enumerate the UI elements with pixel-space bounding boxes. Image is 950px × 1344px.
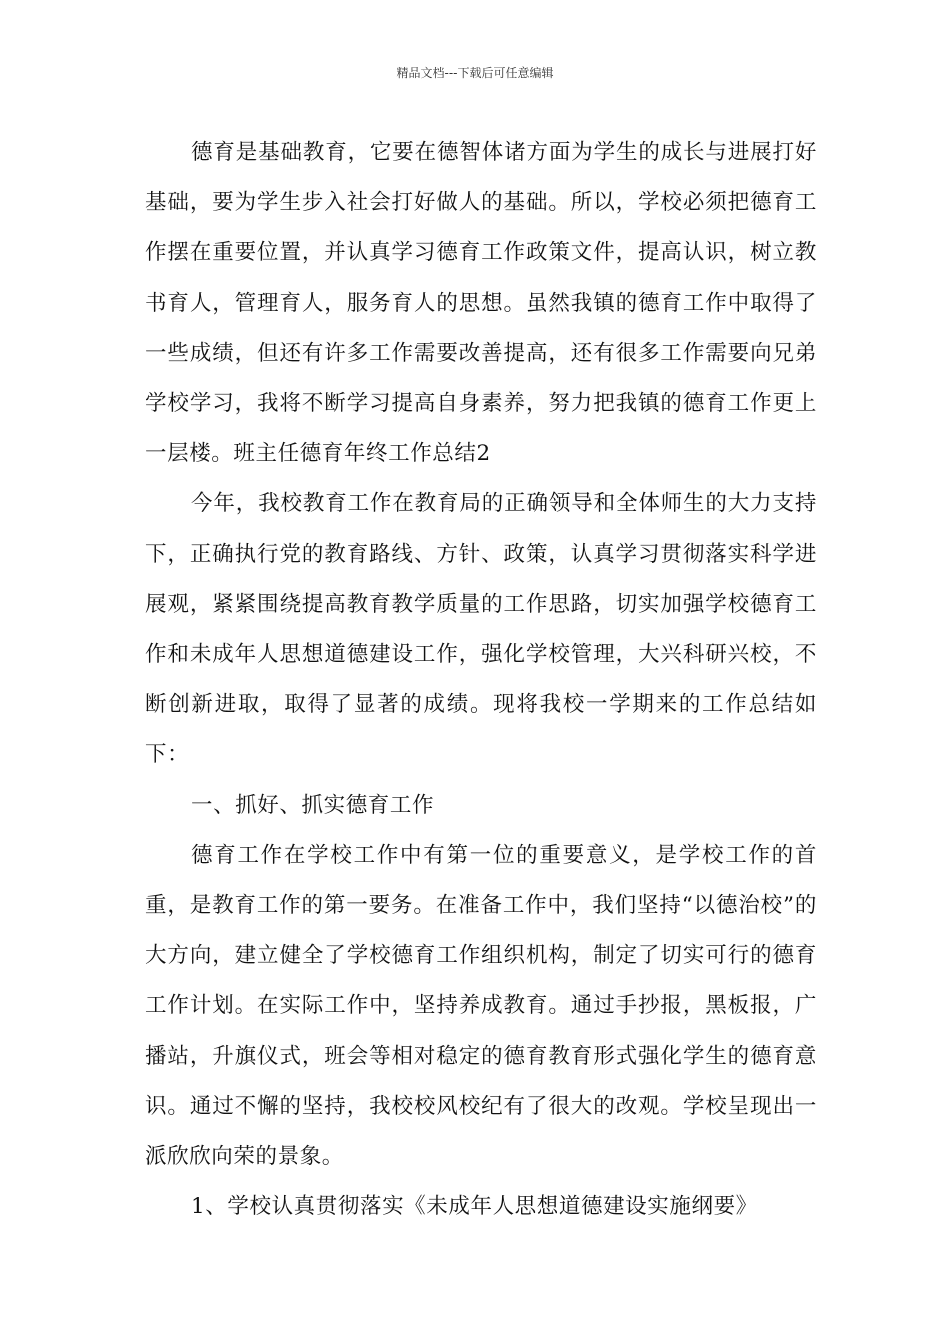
paragraph-4: 1、学校认真贯彻落实《未成年人思想道德建设实施纲要》 xyxy=(191,1194,758,1220)
section-heading: 一、抓好、抓实德育工作 xyxy=(191,792,435,818)
paragraph-2: 今年，我校教育工作在教育局的正确领导和全体师生的大力支持下，正确执行党的教育路线、方针、政策，认真学习贯彻落实科学进展观，紧紧围绕提高教育教学质量的工作思路，切实加强学校德育工作和未成年人思想道德建设工作，强化学校管理，大兴科研兴校，不断创新进取，取得了显著的成绩。现将我校一学期来的工作总结如下： xyxy=(145,491,817,768)
paragraph-3: 德育工作在学校工作中有第一位的重要意义，是学校工作的首重，是教育工作的第一要务。在准备工作中，我们坚持“以德治校”的大方向，建立健全了学校德育工作组织机构，制定了切实可行的德育工作计划。在实际工作中，坚持养成教育。通过手抄报，黑板报，广播站，升旗仪式，班会等相对稳定的德育教育形式强化学生的德育意识。通过不懈的坚持，我校校风校纪有了很大的改观。学校呈现出一派欣欣向荣的景象。 xyxy=(145,842,817,1170)
document-body xyxy=(145,128,817,1232)
paragraph-1: 德育是基础教育，它要在德智体诸方面为学生的成长与进展打好基础，要为学生步入社会打好做人的基础。所以，学校必须把德育工作摆在重要位置，并认真学习德育工作政策文件，提高认识，树立教书育人，管理育人，服务育人的思想。虽然我镇的德育工作中取得了一些成绩，但还有许多工作需要改善提高，还有很多工作需要向兄弟学校学习，我将不断学习提高自身素养，努力把我镇的德育工作更上一层楼。班主任德育年终工作总结2 xyxy=(145,140,817,467)
page-header: 精品文档---下载后可任意编辑 xyxy=(396,66,554,80)
